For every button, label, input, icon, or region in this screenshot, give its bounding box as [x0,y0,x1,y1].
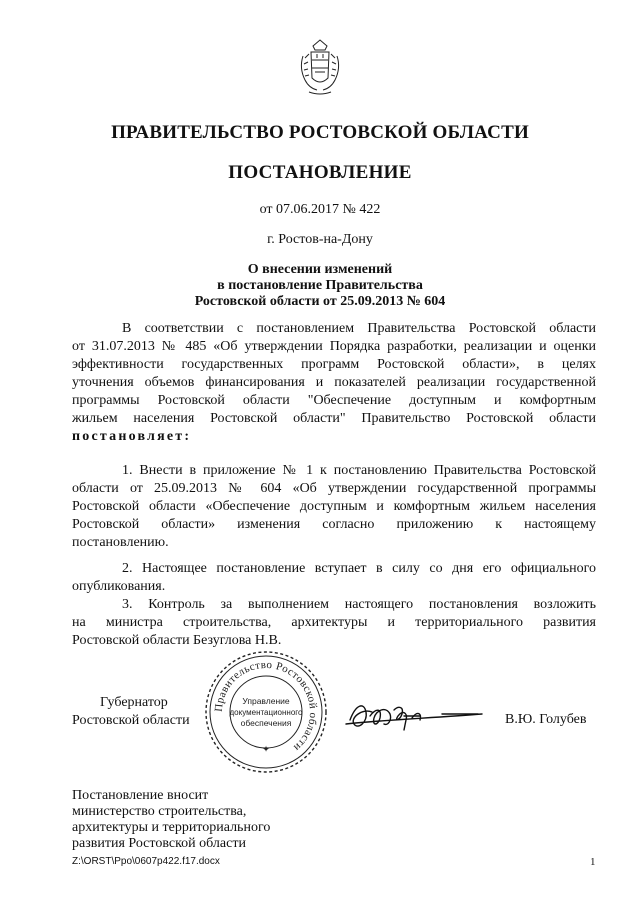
item-1-paragraph [72,462,596,552]
paragraph-line: программы Ростовской области "Обеспечение доступным и комфортным [72,393,596,408]
role-line: Губернатор [100,695,168,710]
note-line: развития Ростовской области [72,836,246,851]
paragraph-line: Ростовской области Безуглова Н.В. [72,633,282,648]
paragraph-line: опубликования. [72,579,166,594]
coat-of-arms-icon [297,38,343,98]
signatory-role [72,694,190,730]
note-line: министерство строительства, [72,804,247,819]
paragraph-line: эффективности государственных программ Ростовской области», в целях [72,357,596,372]
official-stamp [202,648,330,776]
document-type-title: ПОСТАНОВЛЕНИЕ [228,162,412,183]
stamp-inner-line: обеспечения [240,718,292,728]
paragraph-line: на министра строительства, архитектуры и территориального развития [72,615,596,630]
signatory-name: В.Ю. Голубев [505,712,587,727]
resolves-word: постановляет: [72,429,192,444]
svg-text:✦: ✦ [262,744,270,754]
paragraph-line: уточнения объемов финансирования и показателей реализации государственной [72,375,596,390]
subject-line: Ростовской области от 25.09.2013 № 604 [194,294,446,309]
item-3-paragraph [72,596,596,650]
note-line: Постановление вносит [72,788,209,803]
item-2-paragraph [72,560,596,596]
paragraph-line: Ростовской области» изменения согласно приложению к настоящему [72,517,596,532]
government-title: ПРАВИТЕЛЬСТВО РОСТОВСКОЙ ОБЛАСТИ [111,122,529,143]
submitted-by-note [72,788,270,852]
page-number: 1 [590,856,596,868]
subject-line: О внесении изменений [247,262,393,277]
paragraph-line: Ростовской области «Обеспечение доступным и комфортным жильем населения [72,499,596,514]
stamp-inner-line: документационного [229,708,303,717]
file-path: Z:\ORST\Ppo\0607p422.f17.docx [72,856,220,867]
paragraph-line: постановлению. [72,535,169,550]
date-number: от 07.06.2017 № 422 [259,202,381,217]
intro-paragraph [72,320,596,446]
paragraph-line: В соответствии с постановлением Правительства Ростовской области [122,321,596,336]
city: г. Ростов-на-Дону [267,232,373,247]
stamp-inner-line: Управление [242,696,290,706]
paragraph-line: 3. Контроль за выполнением настоящего постановления возложить [122,597,596,612]
note-line: архитектуры и территориального [72,820,271,835]
paragraph-line: от 31.07.2013 № 485 «Об утверждении Порядка разработки, реализации и оценки [72,339,596,354]
paragraph-line: 2. Настоящее постановление вступает в силу со дня его официального [122,561,596,576]
handwritten-signature [342,690,492,738]
stamp-outer-text: Правительство Ростовской области [212,658,320,754]
subject-line: в постановление Правительства [217,278,423,293]
svg-text:Правительство Ростовской облас [213,659,319,754]
paragraph-line: области от 25.09.2013 № 604 «Об утверждении государственной программы [72,481,596,496]
role-line: Ростовской области [72,713,190,728]
paragraph-line: 1. Внести в приложение № 1 к постановлению Правительства Ростовской [122,463,596,478]
document-subject [0,262,640,310]
paragraph-line: жильем населения Ростовской области" Правительство Ростовской области [72,411,596,426]
